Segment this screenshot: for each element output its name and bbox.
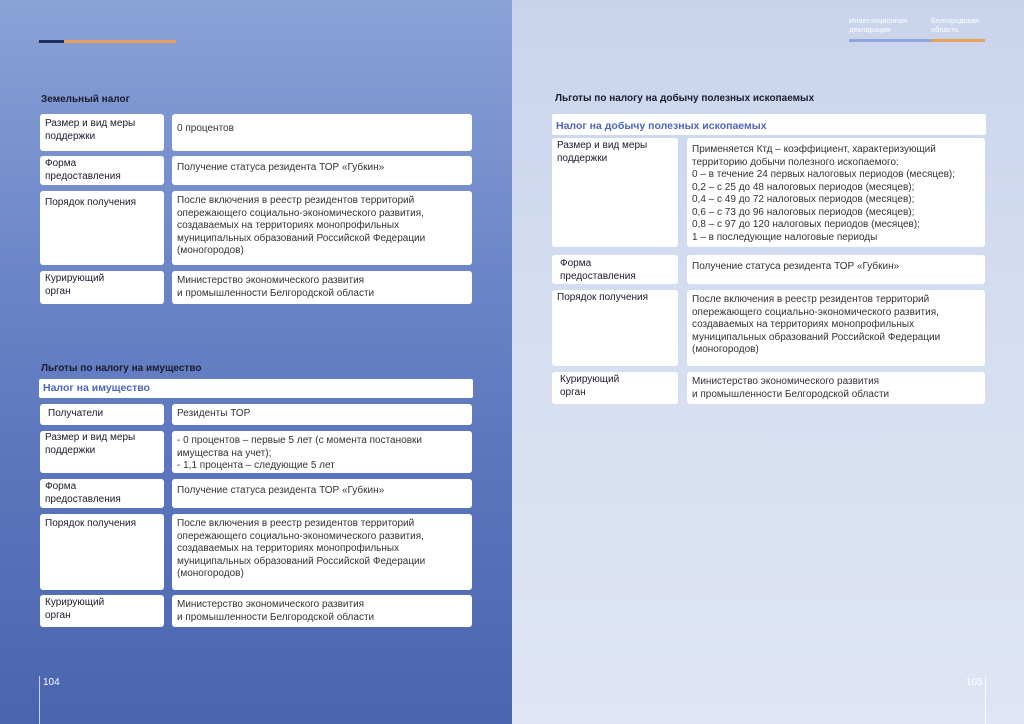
mining-tax-label-size: Размер и вид меры поддержки — [552, 138, 678, 247]
page-margin-line-left — [39, 676, 40, 724]
mining-tax-label-authority: Курирующий орган — [552, 372, 678, 404]
page-margin-line-right — [985, 676, 986, 724]
mining-tax-band: Налог на добычу полезных ископаемых — [552, 114, 986, 135]
mining-tax-value-authority: Министерство экономического развития и промышленности Белгородской области — [687, 372, 985, 404]
land-tax-value-form: Получение статуса резидента ТОР «Губкин» — [172, 156, 472, 185]
land-tax-value-procedure: После включения в реестр резидентов территорий опережающего социально-экономического развития, создаваемых на территориях монопрофильных муниципальных образований Российской Федерации (моногородов) — [172, 191, 472, 265]
header-line-orange — [931, 39, 985, 42]
land-tax-label-size: Размер и вид меры поддержки — [40, 114, 164, 151]
mining-tax-value-form: Получение статуса резидента ТОР «Губкин» — [687, 255, 985, 284]
property-tax-band: Налог на имущество — [39, 379, 473, 398]
property-tax-label-form: Форма предоставления — [40, 479, 164, 508]
right-page — [512, 0, 1024, 724]
property-tax-value-size: - 0 процентов – первые 5 лет (с момента постановки имущества на учет); - 1,1 процента – следующие 5 лет — [172, 431, 472, 473]
decor-line-orange — [64, 40, 176, 43]
header-tag-declaration: Инвестиционная декларация — [849, 16, 908, 34]
property-tax-label-procedure: Порядок получения — [40, 514, 164, 590]
property-tax-value-recipients: Резиденты ТОР — [172, 404, 472, 425]
mining-tax-label-form: Форма предоставления — [552, 255, 678, 284]
property-tax-value-authority: Министерство экономического развития и промышленности Белгородской области — [172, 595, 472, 627]
decor-line-navy — [39, 40, 64, 43]
land-tax-value-size: 0 процентов — [172, 114, 472, 151]
section-title-mining-tax: Льготы по налогу на добычу полезных ископаемых — [555, 93, 815, 104]
section-title-land-tax: Земельный налог — [41, 94, 130, 105]
page-number-left: 104 — [43, 677, 60, 688]
mining-tax-label-procedure: Порядок получения — [552, 290, 678, 366]
property-tax-label-authority: Курирующий орган — [40, 595, 164, 627]
land-tax-label-authority: Курирующий орган — [40, 271, 164, 304]
property-tax-value-form: Получение статуса резидента ТОР «Губкин» — [172, 479, 472, 508]
property-tax-label-size: Размер и вид меры поддержки — [40, 431, 164, 473]
property-tax-value-procedure: После включения в реестр резидентов территорий опережающего социально-экономического развития, создаваемых на территориях монопрофильных муниципальных образований Российской Федерации (моногородов) — [172, 514, 472, 590]
mining-tax-value-size: Применяется Ктд – коэффициент, характеризующий территорию добычи полезного ископаемого: 0 – в течение 24 первых налоговых периодов (месяцев); 0,2 – с 25 до 48 налоговых периодов (месяцев); 0,4 – с 49 до 72 налоговых периодов (месяцев); 0,6 – с 73 до 96 налоговых периодов (месяцев); 0,8 – с 97 до 120 налоговых периодов (месяцев); 1 – в последующие налоговые периоды — [687, 138, 985, 247]
section-title-property-tax: Льготы по налогу на имущество — [41, 363, 202, 374]
land-tax-label-form: Форма предоставления — [40, 156, 164, 185]
header-tag-region: Белгородская область — [931, 16, 979, 34]
page-number-right: 105 — [966, 677, 983, 688]
land-tax-value-authority: Министерство экономического развития и промышленности Белгородской области — [172, 271, 472, 304]
property-tax-label-recipients: Получатели — [40, 404, 164, 425]
header-line-blue — [849, 39, 931, 42]
mining-tax-value-procedure: После включения в реестр резидентов территорий опережающего социально-экономического развития, создаваемых на территориях монопрофильных муниципальных образований Российской Федерации (моногородов) — [687, 290, 985, 366]
land-tax-label-procedure: Порядок получения — [40, 191, 164, 265]
